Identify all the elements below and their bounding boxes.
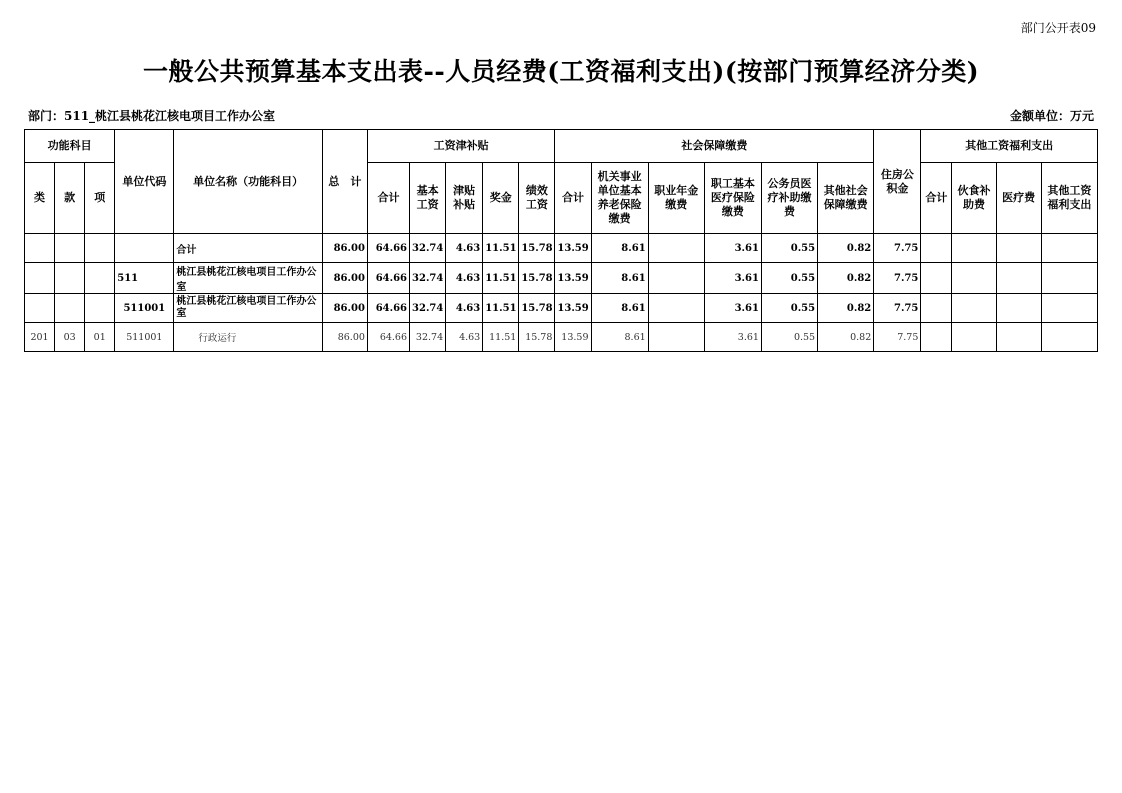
cell-housing: 7.75 xyxy=(874,323,921,352)
cell-perf-wage: 15.78 xyxy=(519,323,555,352)
cell-civil-medical: 0.55 xyxy=(761,323,817,352)
cell-basic-wage: 32.74 xyxy=(410,323,446,352)
cell-lei xyxy=(25,263,55,294)
cell-social-total: 13.59 xyxy=(555,263,591,294)
cell-perf-wage: 15.78 xyxy=(519,263,555,294)
cell-other-social: 0.82 xyxy=(818,263,874,294)
cell-pension: 8.61 xyxy=(591,234,648,263)
cell-code: 511001 xyxy=(115,323,174,352)
header-row-1 xyxy=(25,130,1098,163)
cell-pension: 8.61 xyxy=(591,263,648,294)
department-label: 部门：511_桃江县桃花江核电项目工作办公室 xyxy=(28,109,276,123)
table-row xyxy=(25,234,1098,263)
cell-xiang xyxy=(85,234,115,263)
cell-medical-fee xyxy=(996,234,1041,263)
cell-medical-fee xyxy=(996,323,1041,352)
cell-lei xyxy=(25,294,55,323)
cell-bonus: 11.51 xyxy=(483,234,519,263)
budget-table xyxy=(24,129,1098,352)
header-unit-name: 单位名称（功能科目） xyxy=(174,130,322,234)
cell-name: 行政运行 xyxy=(174,323,322,352)
cell-total: 86.00 xyxy=(322,294,367,323)
cell-allowance: 4.63 xyxy=(446,263,483,294)
cell-civil-medical: 0.55 xyxy=(761,263,817,294)
header-total: 总 计 xyxy=(322,130,367,234)
header-bonus: 奖金 xyxy=(483,163,519,234)
cell-wage-total: 64.66 xyxy=(367,294,409,323)
table-row xyxy=(25,294,1098,323)
cell-kuan xyxy=(55,263,85,294)
cell-allowance: 4.63 xyxy=(446,234,483,263)
header-lei: 类 xyxy=(25,163,55,234)
cell-other-welfare xyxy=(1041,294,1097,323)
cell-name: 桃江县桃花江核电项目工作办公室 xyxy=(174,263,322,294)
header-unit-code: 单位代码 xyxy=(115,130,174,234)
cell-medical-fee xyxy=(996,294,1041,323)
cell-other-welfare xyxy=(1041,323,1097,352)
doc-code: 部门公开表09 xyxy=(1020,21,1096,35)
cell-basic-wage: 32.74 xyxy=(410,234,446,263)
cell-annuity xyxy=(648,234,704,263)
cell-total: 86.00 xyxy=(322,234,367,263)
cell-code: 511001 xyxy=(115,294,174,323)
cell-other-welfare xyxy=(1041,234,1097,263)
cell-social-total: 13.59 xyxy=(555,234,591,263)
header-medical-fee: 医疗费 xyxy=(996,163,1041,234)
cell-bonus: 11.51 xyxy=(483,294,519,323)
header-pension: 机关事业单位基本养老保险缴费 xyxy=(591,163,648,234)
cell-pension: 8.61 xyxy=(591,294,648,323)
cell-civil-medical: 0.55 xyxy=(761,234,817,263)
cell-name: 合计 xyxy=(174,234,322,263)
cell-housing: 7.75 xyxy=(874,294,921,323)
cell-civil-medical: 0.55 xyxy=(761,294,817,323)
cell-medical: 3.61 xyxy=(704,234,761,263)
header-wage-total: 合计 xyxy=(367,163,409,234)
page-title: 一般公共预算基本支出表--人员经费(工资福利支出)(按部门预算经济分类) xyxy=(142,57,980,86)
cell-annuity xyxy=(648,263,704,294)
cell-lei: 201 xyxy=(25,323,55,352)
cell-perf-wage: 15.78 xyxy=(519,234,555,263)
table-row xyxy=(25,263,1098,294)
header-func-subject: 功能科目 xyxy=(25,130,115,163)
cell-other-total xyxy=(921,294,952,323)
cell-medical: 3.61 xyxy=(704,263,761,294)
cell-medical-fee xyxy=(996,263,1041,294)
header-basic-wage: 基本工资 xyxy=(410,163,446,234)
cell-social-total: 13.59 xyxy=(555,294,591,323)
header-social-total: 合计 xyxy=(555,163,591,234)
cell-other-social: 0.82 xyxy=(818,234,874,263)
cell-other-social: 0.82 xyxy=(818,294,874,323)
cell-annuity xyxy=(648,323,704,352)
cell-other-total xyxy=(921,234,952,263)
cell-housing: 7.75 xyxy=(874,263,921,294)
header-meal: 伙食补助费 xyxy=(952,163,996,234)
header-other-total: 合计 xyxy=(921,163,952,234)
cell-meal xyxy=(952,323,996,352)
cell-housing: 7.75 xyxy=(874,234,921,263)
cell-meal xyxy=(952,234,996,263)
cell-xiang: 01 xyxy=(85,323,115,352)
cell-medical: 3.61 xyxy=(704,294,761,323)
header-xiang: 项 xyxy=(85,163,115,234)
cell-meal xyxy=(952,263,996,294)
cell-bonus: 11.51 xyxy=(483,263,519,294)
cell-code: 511 xyxy=(115,263,174,294)
header-other-group: 其他工资福利支出 xyxy=(921,130,1098,163)
cell-name xyxy=(174,294,322,323)
cell-xiang xyxy=(85,263,115,294)
header-wage-group: 工资津补贴 xyxy=(367,130,554,163)
cell-other-welfare xyxy=(1041,263,1097,294)
header-housing: 住房公积金 xyxy=(874,130,921,234)
cell-bonus: 11.51 xyxy=(483,323,519,352)
header-other-welfare: 其他工资福利支出 xyxy=(1041,163,1097,234)
cell-total: 86.00 xyxy=(322,263,367,294)
cell-pension: 8.61 xyxy=(591,323,648,352)
cell-perf-wage: 15.78 xyxy=(519,294,555,323)
header-perf-wage: 绩效工资 xyxy=(519,163,555,234)
header-kuan: 款 xyxy=(55,163,85,234)
header-civil-medical: 公务员医疗补助缴费 xyxy=(761,163,817,234)
cell-basic-wage: 32.74 xyxy=(410,294,446,323)
cell-medical: 3.61 xyxy=(704,323,761,352)
cell-kuan: 03 xyxy=(55,323,85,352)
cell-lei xyxy=(25,234,55,263)
cell-wage-total: 64.66 xyxy=(367,263,409,294)
cell-allowance: 4.63 xyxy=(446,323,483,352)
cell-allowance: 4.63 xyxy=(446,294,483,323)
cell-other-total xyxy=(921,263,952,294)
table-row xyxy=(25,323,1098,352)
cell-kuan xyxy=(55,234,85,263)
cell-total: 86.00 xyxy=(322,323,367,352)
header-social-group: 社会保障缴费 xyxy=(555,130,874,163)
header-medical: 职工基本医疗保险缴费 xyxy=(704,163,761,234)
cell-social-total: 13.59 xyxy=(555,323,591,352)
cell-code xyxy=(115,234,174,263)
header-annuity: 职业年金缴费 xyxy=(648,163,704,234)
cell-annuity xyxy=(648,294,704,323)
cell-kuan xyxy=(55,294,85,323)
cell-other-social: 0.82 xyxy=(818,323,874,352)
header-allowance: 津贴补贴 xyxy=(446,163,483,234)
cell-name-text: 桃江县桃花江核电项目工作办公室 xyxy=(176,296,317,319)
header-other-social: 其他社会保障缴费 xyxy=(818,163,874,234)
amount-unit-label: 金额单位：万元 xyxy=(1009,109,1094,123)
cell-wage-total: 64.66 xyxy=(367,323,409,352)
cell-xiang xyxy=(85,294,115,323)
cell-other-total xyxy=(921,323,952,352)
cell-meal xyxy=(952,294,996,323)
cell-wage-total: 64.66 xyxy=(367,234,409,263)
cell-basic-wage: 32.74 xyxy=(410,263,446,294)
